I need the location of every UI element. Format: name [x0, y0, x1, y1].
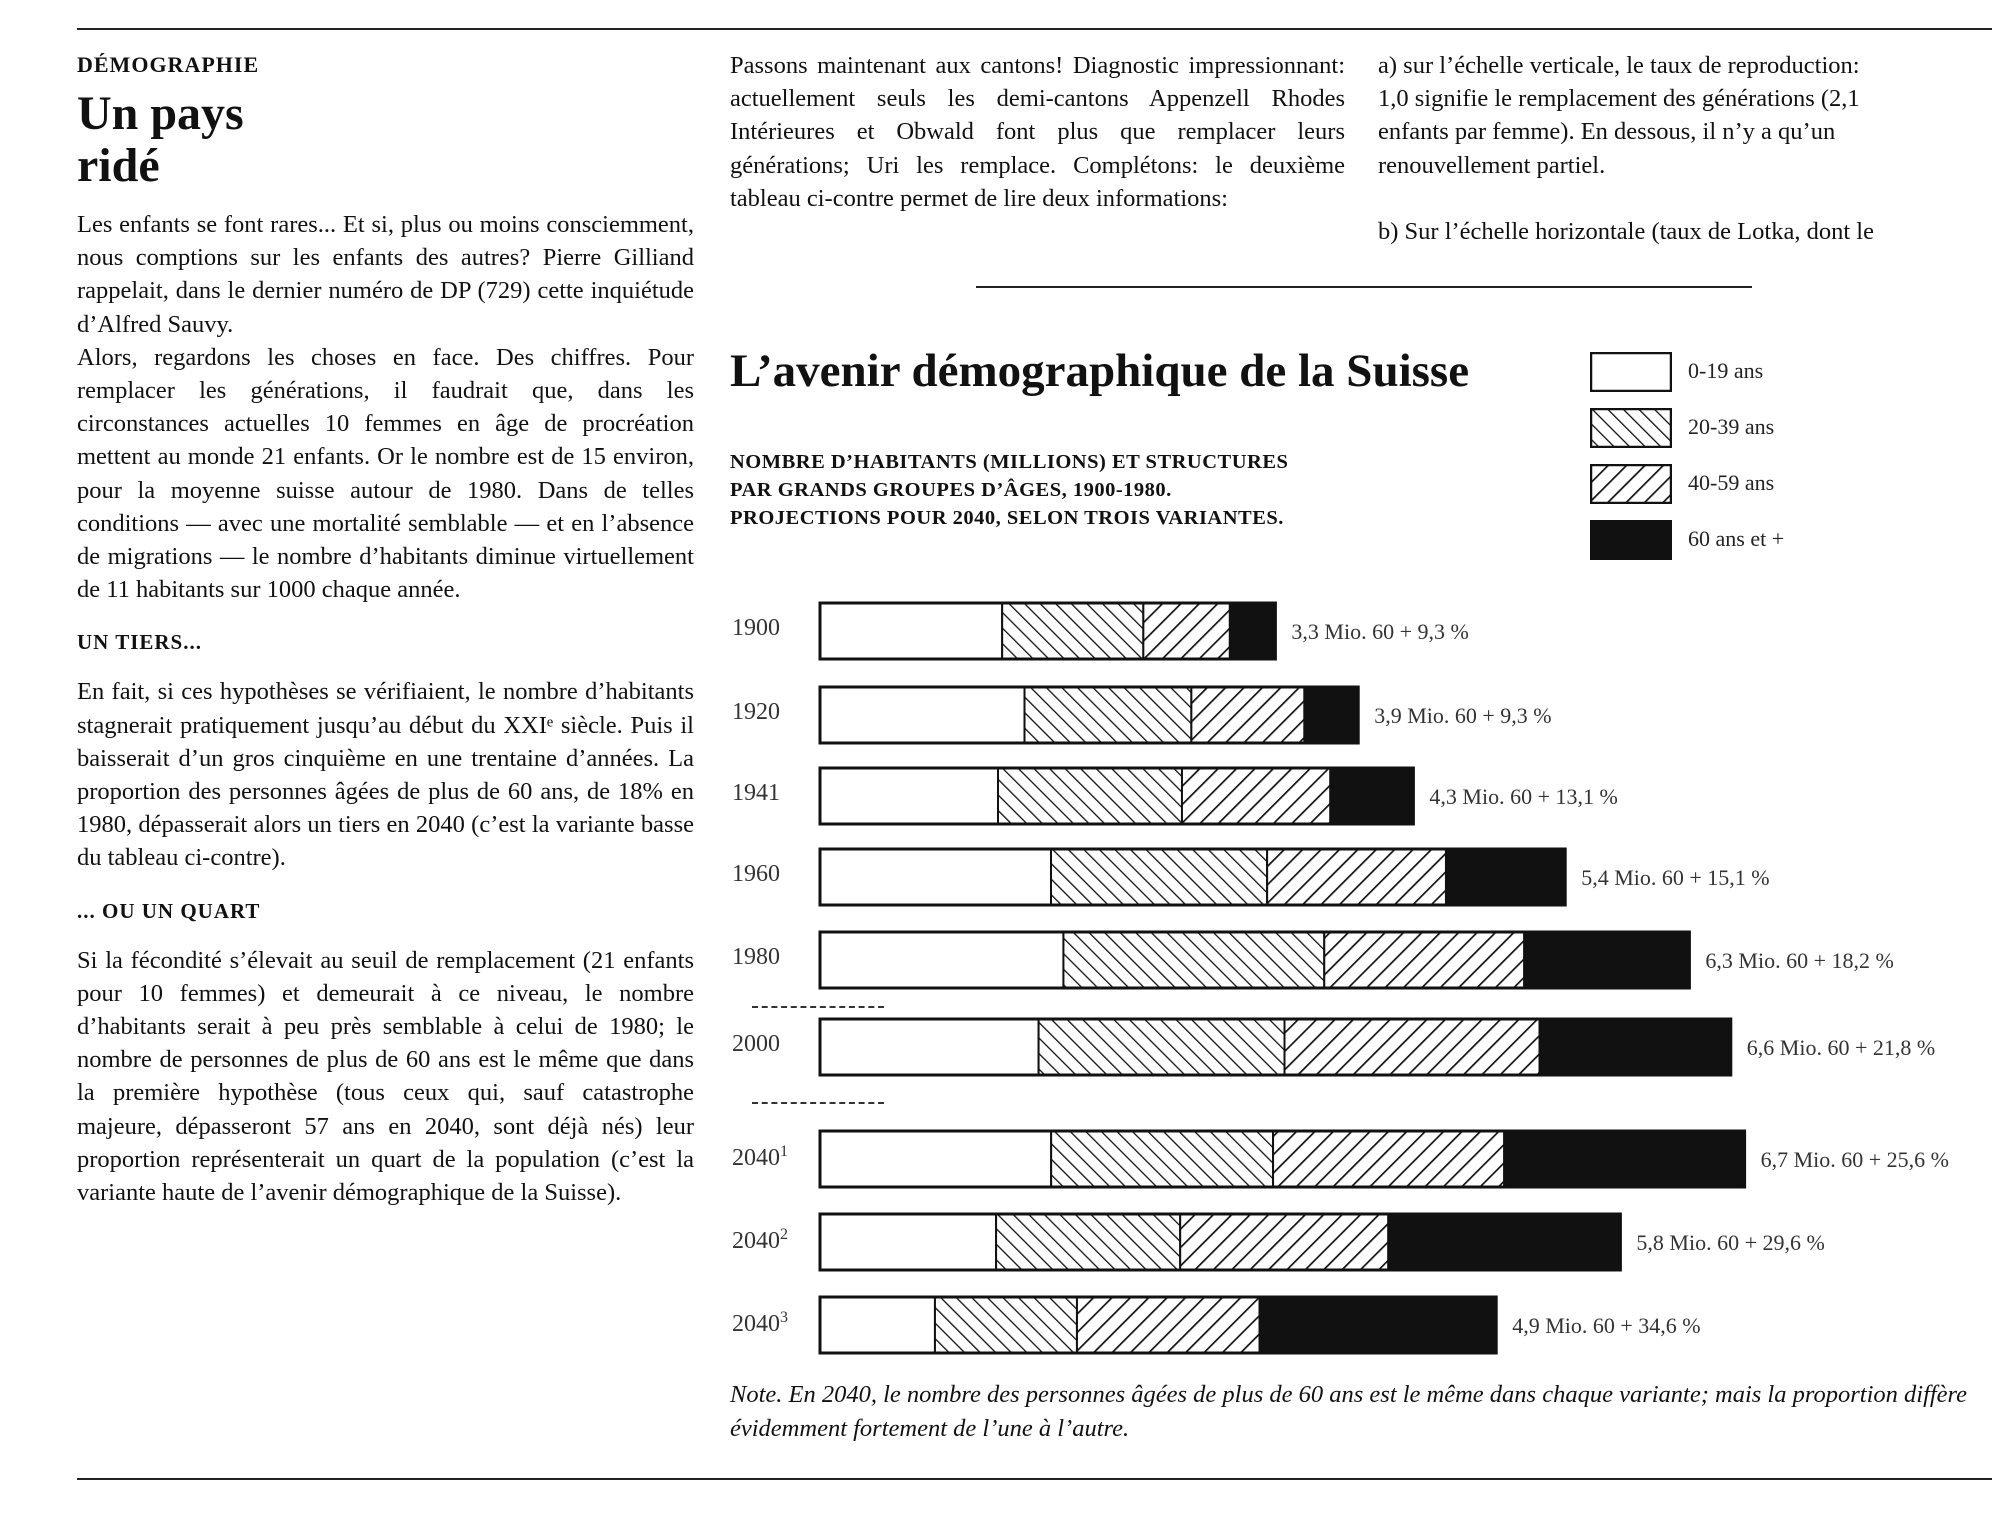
bar-row-1920 — [820, 687, 1358, 743]
segment-60-plus — [1446, 849, 1565, 905]
row-year-label: 1900 — [732, 615, 780, 641]
row-year-label: 1941 — [732, 780, 780, 806]
segment-60-plus — [1330, 768, 1413, 824]
segment-20-39 — [1063, 932, 1324, 988]
row-year-label: 2040$^1$ — [732, 1143, 788, 1171]
segment-60-plus — [1504, 1131, 1744, 1187]
segment-0-19 — [820, 1131, 1051, 1187]
intro-paragraph: Les enfants se font rares... Et si, plus ou moins consciemment, nous comptions sur les enfants des autres? Pierre Gilliand rappelait, dans le dernier numéro de DP (729) cette inquiétude d’Alfred Sauvy. — [77, 211, 694, 338]
bar-row-1980 — [820, 932, 1689, 988]
row-variant-superscript: 2 — [780, 1226, 788, 1243]
segment-40-59 — [1285, 1019, 1540, 1075]
segment-40-59 — [1143, 603, 1230, 659]
legend-label-20-39: 20-39 ans — [1688, 414, 1775, 439]
segment-60-plus — [1540, 1019, 1731, 1075]
segment-40-59 — [1324, 932, 1524, 988]
row-year-label: 2000 — [732, 1031, 780, 1057]
bar-row-2000 — [820, 1019, 1731, 1075]
segment-20-39 — [1051, 849, 1267, 905]
segment-20-39 — [996, 1214, 1180, 1270]
right-line-a1: a) sur l’échelle verticale, le taux de reproduction: — [1378, 52, 1860, 79]
bar-row-2040-2 — [820, 1214, 1620, 1270]
segment-20-39 — [998, 768, 1182, 824]
bar-row-2040-3 — [820, 1297, 1496, 1353]
row-value-label: 4,3 Mio. 60 + 13,1 % — [1429, 784, 1618, 809]
row-value-label: 3,9 Mio. 60 + 9,3 % — [1374, 703, 1552, 728]
row-value-label: 6,3 Mio. 60 + 18,2 % — [1705, 948, 1894, 973]
row-value-label: 3,3 Mio. 60 + 9,3 % — [1291, 619, 1469, 644]
segment-60-plus — [1230, 603, 1276, 659]
row-year-label: 2040$^2$ — [732, 1226, 788, 1254]
bar-row-1900 — [820, 603, 1275, 659]
bar-layer — [820, 603, 1745, 1353]
segment-60-plus — [1304, 687, 1358, 743]
row-value-label: 5,8 Mio. 60 + 29,6 % — [1636, 1230, 1825, 1255]
segment-0-19 — [820, 768, 998, 824]
paragraph-un-quart: Si la fécondité s’élevait au seuil de remplacement (21 enfants pour 10 femmes) et demeurait à ce niveau, le nombre d’habitants serait à peu près semblable à celui de 1980; le nombre de personnes de plus de 60 ans est le même que dans la première hypothèse (tous ceux qui, sauf catastrophe majeure, dépasseront 57 ans en 2040, sont déjà nés) leur proportion représenterait un quart de la population (c’est la variante haute de l’avenir démographique de la Suisse). — [77, 946, 694, 1207]
row-value-label: 6,7 Mio. 60 + 25,6 % — [1760, 1147, 1950, 1172]
subheading-un-tiers: UN TIERS... — [77, 630, 202, 655]
headline-line-1: Un pays — [77, 87, 244, 140]
paragraph-figures: Alors, regardons les choses en face. Des chiffres. Pour remplacer les générations, il faudrait que, dans les circonstances actuelles 10 femmes en âge de procréation mettent au monde 21 enfants. Or le nombre est de 15 environ, pour la moyenne suisse autour de 1980. Dans de telles conditions — avec une mortalité semblable — et en l’absence de migrations — le nombre d’habitants diminue virtuellement de 11 habitants sur 1000 chaque année. — [77, 343, 694, 604]
segment-60-plus — [1524, 932, 1689, 988]
paragraph-un-tiers: En fait, si ces hypothèses se vérifiaient, le nombre d’habitants stagnerait pratiquement jusqu’au début du XXIᵉ siècle. Puis il baisserait d’un gros cinquième en une trentaine d’années. La proportion des personnes âgées de plus de 60 ans, de 18% en 1980, dépasserait alors un tiers en 2040 (c’est la variante basse du tableau ci-contre). — [77, 678, 694, 872]
segment-0-19 — [820, 932, 1063, 988]
bar-row-1960 — [820, 849, 1565, 905]
article-middle-column: Passons maintenant aux cantons! Diagnostic impressionnant: actuellement seuls les demi-cantons Appenzell Rhodes Intérieures et Obwald font plus que remplacer leurs générations; Uri les remplace. Complétons: le deuxième tableau ci-contre permet de lire deux informations: — [730, 52, 1345, 212]
bar-row-1941 — [820, 768, 1413, 824]
row-year-label: 1960 — [732, 861, 780, 887]
row-value-label: 5,4 Mio. 60 + 15,1 % — [1581, 865, 1770, 890]
segment-40-59 — [1182, 768, 1330, 824]
segment-40-59 — [1273, 1131, 1504, 1187]
row-variant-superscript: 1 — [780, 1143, 788, 1160]
chart-subtitle-line-3: PROJECTIONS POUR 2040, SELON TROIS VARIANTES. — [730, 507, 1284, 529]
section-kicker: DÉMOGRAPHIE — [77, 52, 260, 77]
right-line-b1: b) Sur l’échelle horizontale (taux de Lotka, dont le — [1378, 218, 1874, 246]
legend-label-60-plus: 60 ans et + — [1688, 526, 1785, 551]
segment-60-plus — [1260, 1297, 1497, 1353]
segment-20-39 — [935, 1297, 1077, 1353]
segment-20-39 — [1051, 1131, 1273, 1187]
right-line-a3: enfants par femme). En dessous, il n’y a qu’un — [1378, 118, 1836, 146]
row-year-label: 2040$^3$ — [732, 1309, 788, 1337]
right-line-a4: renouvellement partiel. — [1378, 151, 1606, 179]
legend-label-0-19: 0-19 ans — [1688, 358, 1764, 383]
row-value-label: 4,9 Mio. 60 + 34,6 % — [1512, 1313, 1701, 1338]
row-year-label: 1920 — [732, 699, 780, 725]
row-value-label: 6,6 Mio. 60 + 21,8 % — [1746, 1035, 1936, 1060]
segment-40-59 — [1077, 1297, 1260, 1353]
right-line-a2: 1,0 signifie le remplacement des générations (2,1 — [1378, 85, 1860, 113]
segment-0-19 — [820, 1297, 935, 1353]
legend-label-40-59: 40-59 ans — [1688, 470, 1775, 495]
row-variant-superscript: 3 — [780, 1309, 788, 1326]
subheading-un-quart: ... OU UN QUART — [77, 898, 261, 923]
segment-40-59 — [1180, 1214, 1388, 1270]
segment-0-19 — [820, 687, 1025, 743]
bar-row-2040-1 — [820, 1131, 1745, 1187]
segment-20-39 — [1025, 687, 1192, 743]
segment-20-39 — [1039, 1019, 1285, 1075]
segment-0-19 — [820, 1214, 996, 1270]
segment-0-19 — [820, 849, 1051, 905]
segment-60-plus — [1388, 1214, 1620, 1270]
segment-0-19 — [820, 603, 1002, 659]
segment-0-19 — [820, 1019, 1039, 1075]
headline-line-2: ridé — [77, 139, 160, 192]
row-year-label: 1980 — [732, 944, 780, 970]
segment-40-59 — [1267, 849, 1446, 905]
chart-note: Note. En 2040, le nombre des personnes âgées de plus de 60 ans est le même dans chaque variante; mais la proportion diffère évidemment fortement de l’une à l’autre. — [730, 1381, 1968, 1442]
segment-40-59 — [1191, 687, 1304, 743]
segment-20-39 — [1002, 603, 1143, 659]
chart-subtitle-line-1: NOMBRE D’HABITANTS (MILLIONS) ET STRUCTURES — [730, 451, 1289, 473]
chart-subtitle-line-2: PAR GRANDS GROUPES D’ÂGES, 1900-1980. — [730, 479, 1172, 501]
chart-title: L’avenir démographique de la Suisse — [730, 345, 1470, 397]
